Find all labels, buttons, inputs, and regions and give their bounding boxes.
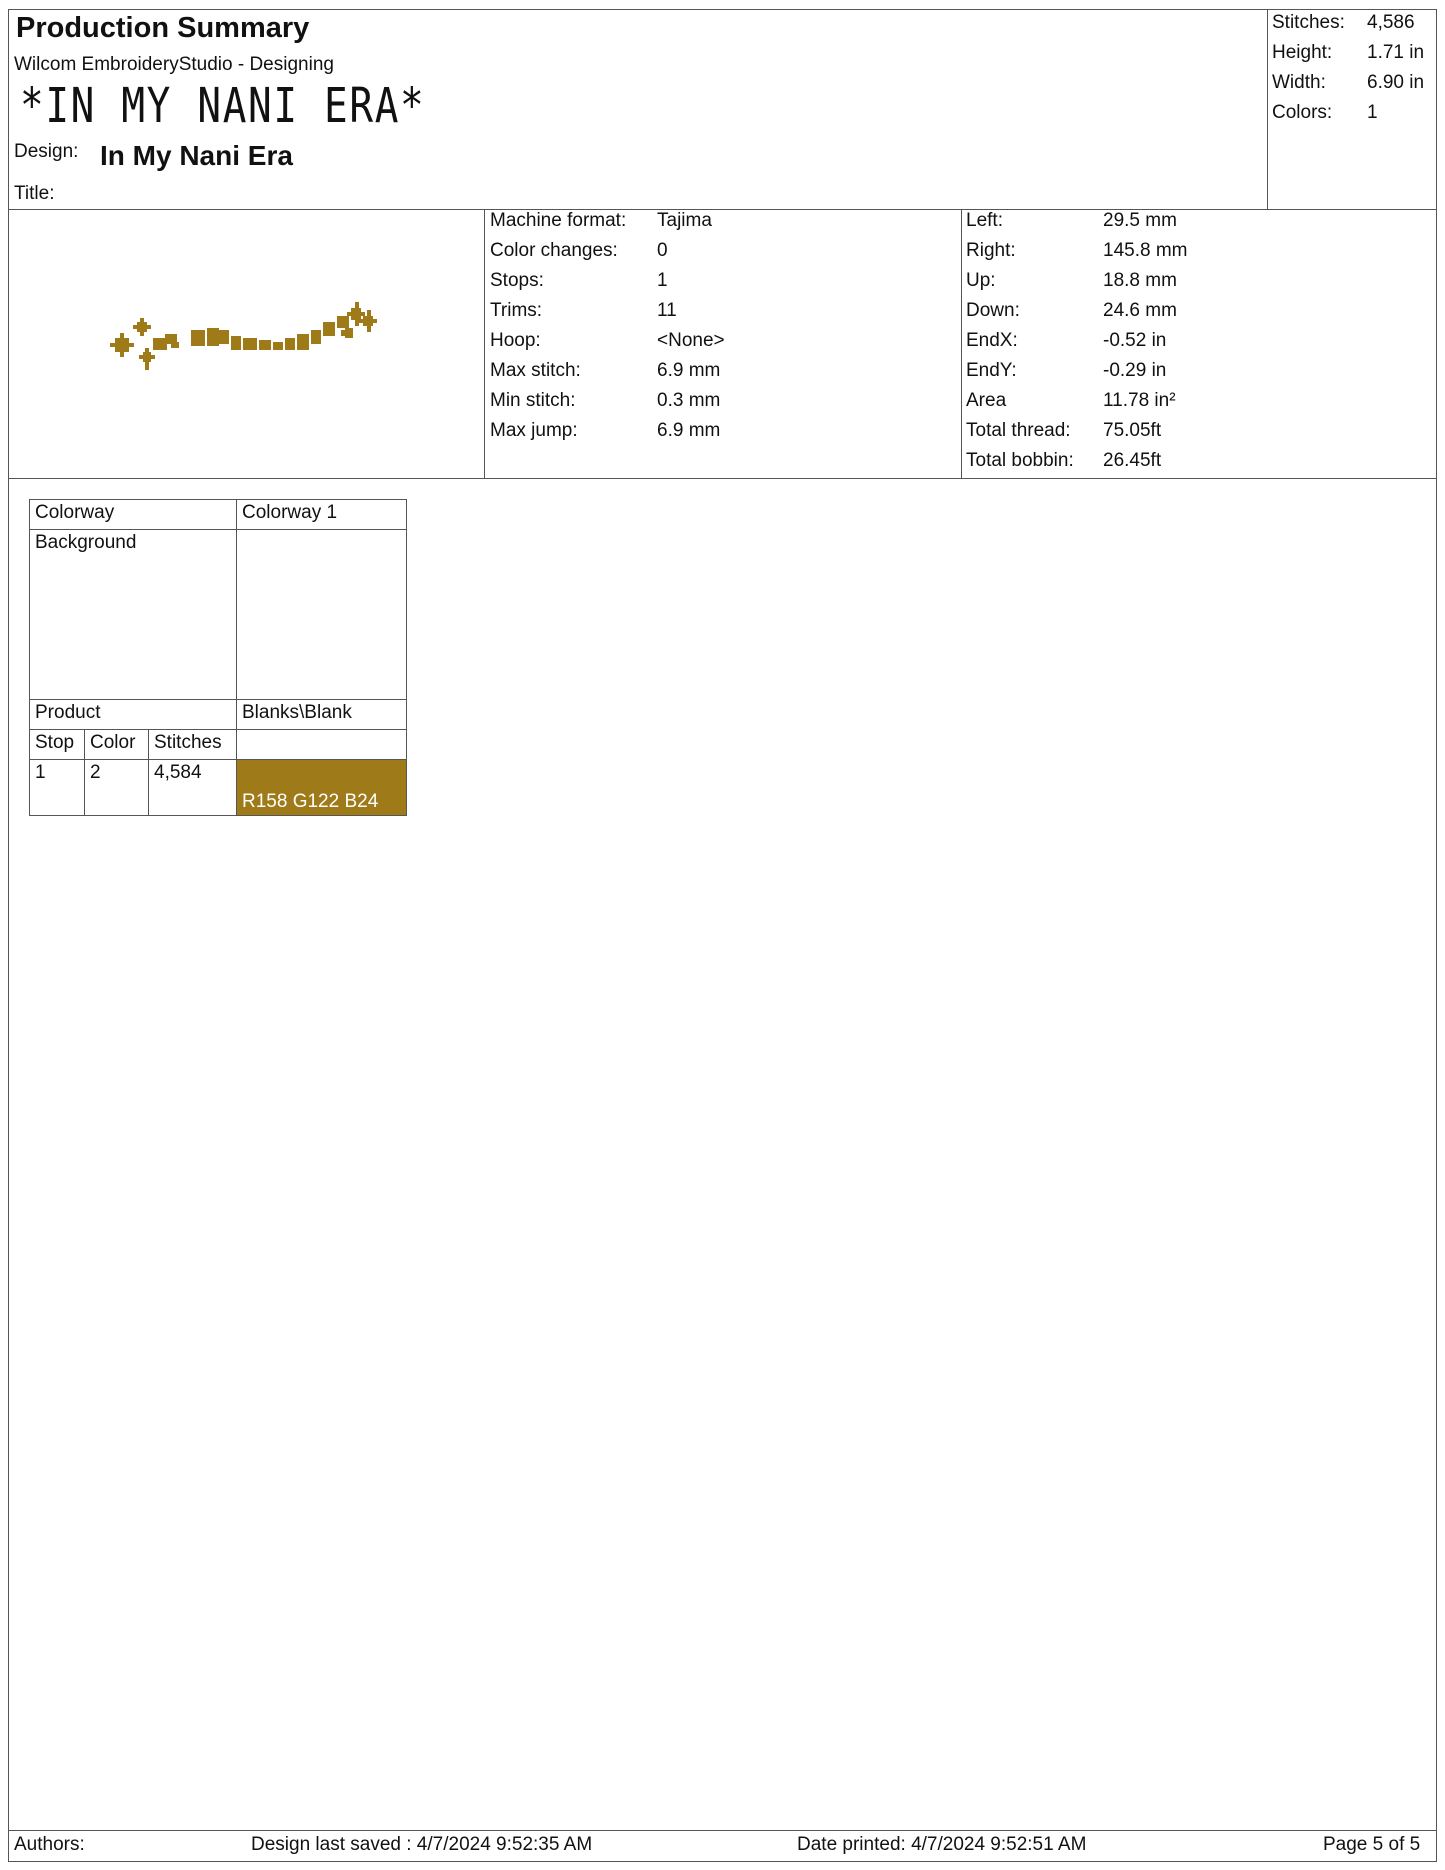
thread-color-swatch: R158 G122 B24: [237, 760, 407, 816]
machine-stat-label: Hoop:: [490, 330, 541, 351]
colorway-table: [29, 499, 407, 816]
machine-stat-label: Max stitch:: [490, 360, 581, 381]
footer-authors: Authors:: [14, 1834, 85, 1855]
height-label: Height:: [1272, 42, 1333, 63]
extent-stat-value: 24.6 mm: [1103, 300, 1177, 321]
machine-stat-label: Max jump:: [490, 420, 578, 441]
extent-stat-value: 145.8 mm: [1103, 240, 1188, 261]
machine-stat-value: <None>: [657, 330, 725, 351]
machine-stat-value: 0.3 mm: [657, 390, 721, 411]
design-label: Design:: [14, 141, 79, 162]
machine-stat-label: Stops:: [490, 270, 544, 291]
extent-stat-value: -0.52 in: [1103, 330, 1167, 351]
machine-stat-value: 6.9 mm: [657, 360, 721, 381]
width-value: 6.90 in: [1367, 72, 1425, 93]
stitches-label: Stitches:: [1272, 12, 1345, 33]
footer-rule: [8, 1830, 1437, 1831]
product-value: Blanks\Blank: [237, 700, 407, 730]
machine-stat-value: 6.9 mm: [657, 420, 721, 441]
design-preview: [105, 300, 395, 380]
extent-stat-label: EndX:: [966, 330, 1018, 351]
product-label: Product: [30, 700, 237, 730]
machine-stat-label: Min stitch:: [490, 390, 576, 411]
title-label: Title:: [14, 183, 55, 204]
header-divider: [1267, 9, 1268, 209]
page-title: Production Summary: [16, 12, 310, 44]
height-value: 1.71 in: [1367, 42, 1425, 63]
footer-last-saved: Design last saved : 4/7/2024 9:52:35 AM: [251, 1834, 593, 1855]
machine-stat-value: 0: [657, 240, 668, 261]
colors-value: 1: [1367, 102, 1378, 123]
footer-page-number: Page 5 of 5: [1323, 1834, 1421, 1855]
info-bottom-rule: [8, 478, 1437, 479]
extent-stat-label: Area: [966, 390, 1007, 411]
extent-stat-label: Total bobbin:: [966, 450, 1074, 471]
software-name: Wilcom EmbroideryStudio - Designing: [14, 54, 334, 75]
stitches-header: Stitches: [149, 730, 237, 760]
background-value: [237, 530, 407, 700]
extent-stat-label: Total thread:: [966, 420, 1071, 441]
extent-stat-value: -0.29 in: [1103, 360, 1167, 381]
width-label: Width:: [1272, 72, 1326, 93]
extent-stat-value: 11.78 in²: [1103, 390, 1176, 411]
stats-divider: [961, 209, 962, 478]
color-header: Color: [85, 730, 149, 760]
extent-stat-label: Right:: [966, 240, 1016, 261]
extent-stat-label: Down:: [966, 300, 1020, 321]
extent-stat-value: 18.8 mm: [1103, 270, 1177, 291]
colors-label: Colors:: [1272, 102, 1333, 123]
design-name: In My Nani Era: [100, 140, 293, 171]
machine-stat-value: 1: [657, 270, 668, 291]
machine-stat-value: 11: [657, 300, 677, 321]
extent-stat-value: 26.45ft: [1103, 450, 1162, 471]
design-display-name: *IN MY NANI ERA*: [20, 78, 426, 134]
page-frame: [8, 9, 1437, 1862]
extent-stat-label: Up:: [966, 270, 996, 291]
background-label: Background: [30, 530, 237, 700]
color-cell: 2: [85, 760, 149, 816]
extent-stat-label: Left:: [966, 210, 1003, 231]
footer-date-printed: Date printed: 4/7/2024 9:52:51 AM: [797, 1834, 1087, 1855]
preview-divider: [484, 209, 485, 478]
colorway-1-header: Colorway 1: [237, 500, 407, 530]
stitches-value: 4,586: [1367, 12, 1415, 33]
stop-header: Stop: [30, 730, 85, 760]
extent-stat-label: EndY:: [966, 360, 1017, 381]
header-bottom-rule: [8, 209, 1437, 210]
machine-stat-label: Machine format:: [490, 210, 627, 231]
extent-stat-value: 75.05ft: [1103, 420, 1162, 441]
stop-cell: 1: [30, 760, 85, 816]
extent-stat-value: 29.5 mm: [1103, 210, 1177, 231]
colorway-header: Colorway: [30, 500, 237, 530]
machine-stat-label: Trims:: [490, 300, 543, 321]
stitches-cell: 4,584: [149, 760, 237, 816]
thread-header: [237, 730, 407, 760]
machine-stat-label: Color changes:: [490, 240, 618, 261]
machine-stat-value: Tajima: [657, 210, 712, 231]
